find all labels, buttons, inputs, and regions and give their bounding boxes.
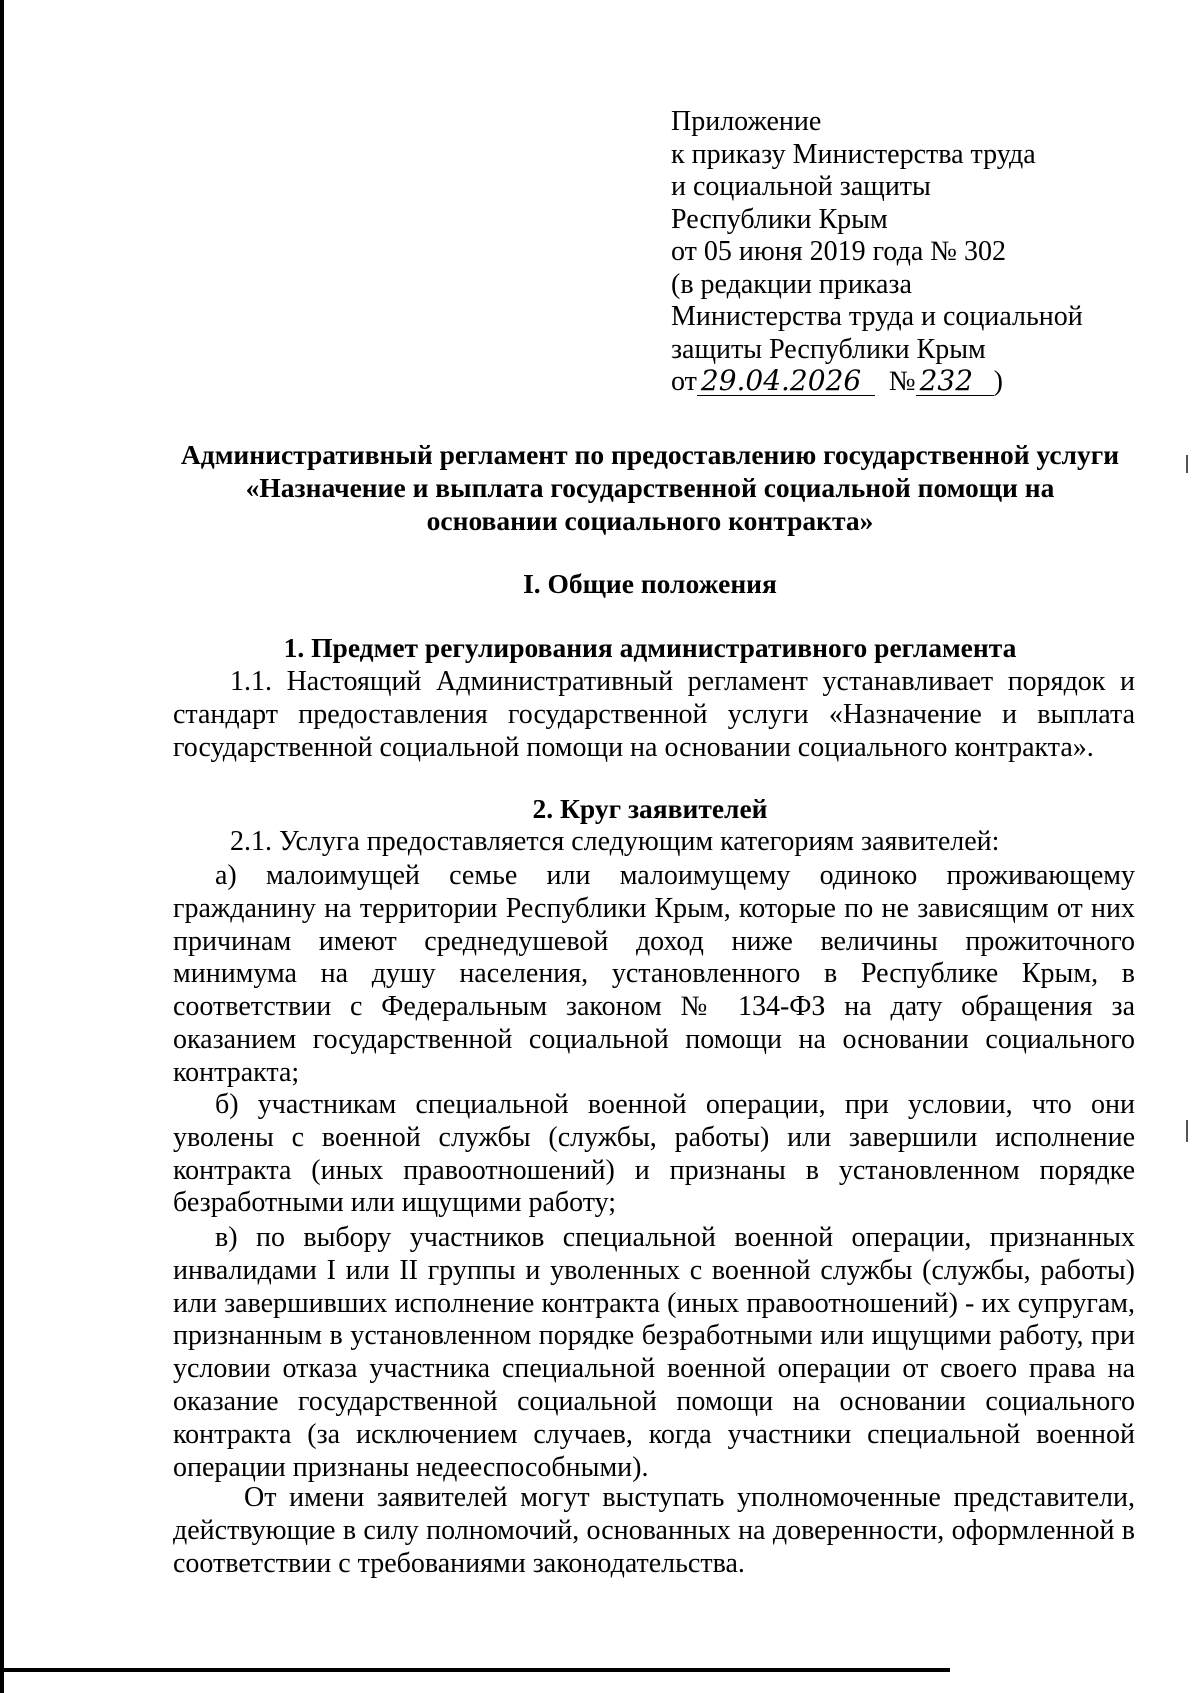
scan-mark bbox=[1186, 455, 1188, 473]
subsection-heading: 2. Круг заявителей bbox=[532, 793, 768, 824]
paragraph-representatives: От имени заявителей могут выступать уполномоченные представители, действующие в силу полномочий, основанных на доверенности, оформленной в соответствии с требованиями законодательства. bbox=[173, 1482, 1135, 1579]
title-line: Административный регламент по предоставлению государственной услуги bbox=[180, 439, 1120, 470]
appendix-line: защиты Республики Крым bbox=[671, 333, 986, 365]
order-suffix: ) bbox=[993, 366, 1003, 397]
scan-mark bbox=[1186, 1120, 1188, 1142]
subsection-heading: 1. Предмет регулирования административного регламента bbox=[283, 632, 1017, 663]
list-item-b: б) участникам специальной военной операции, при условии, что они уволены с военной службы (службы, работы) или завершили исполнение контракта (иных правоотношений) и признаны в установленном порядке безработными или ищущими работу; bbox=[173, 1089, 1135, 1219]
appendix-line: (в редакции приказа bbox=[671, 268, 912, 300]
section-heading: I. Общие положения bbox=[523, 568, 777, 599]
order-number-prefix: № bbox=[888, 366, 916, 397]
appendix-line: Приложение bbox=[671, 106, 822, 137]
handwritten-order-number: 232 bbox=[916, 367, 994, 396]
appendix-line: и социальной защиты bbox=[671, 171, 931, 202]
appendix-line: Министерства труда и социальной bbox=[671, 301, 1083, 332]
scan-border-left bbox=[0, 0, 4, 1693]
amendment-order-line bbox=[671, 366, 1083, 399]
paragraph-2-1: 2.1. Услуга предоставляется следующим категориям заявителей: bbox=[230, 826, 1000, 857]
title-line: «Назначение и выплата государственной социальной помощи на bbox=[245, 472, 1055, 503]
order-prefix: от bbox=[671, 366, 697, 397]
document-title bbox=[160, 438, 1140, 537]
scan-border-bottom bbox=[0, 1668, 950, 1672]
handwritten-order-date: 29.04.2026 bbox=[697, 367, 875, 396]
list-item-c: в) по выбору участников специальной военной операции, признанных инвалидами I или II группы и уволенных с военной службы (службы, работы) или завершивших исполнение контракта (иных правоотношений) - их супругам, признанным в установленном порядке безработными или ищущими работу, при условии отказа участника специальной военной операции от своего права на оказание государственной социальной помощи на основании социального контракта (за исключением случаев, когда участники специальной военной операции признаны недееспособными). bbox=[173, 1222, 1135, 1483]
title-line: основании социального контракта» bbox=[426, 505, 874, 536]
appendix-line: к приказу Министерства труда bbox=[671, 138, 1036, 170]
paragraph-1-1: 1.1. Настоящий Административный регламент устанавливает порядок и стандарт предоставления государственной услуги «Назначение и выплата государственной социальной помощи на основании социального контракта». bbox=[173, 666, 1135, 763]
list-item-a: а) малоимущей семье или малоимущему одиноко проживающему гражданину на территории Республики Крым, которые по не зависящим от них причинам имеют среднедушевой доход ниже величины прожиточного минимума на душу населения, установленного в Республике Крым, в соответствии с Федеральным законом № 134-ФЗ на дату обращения за оказанием государственной социальной помощи на основании социального контракта; bbox=[173, 860, 1135, 1088]
appendix-line: от 05 июня 2019 года № 302 bbox=[671, 236, 1007, 267]
appendix-line: Республики Крым bbox=[671, 203, 888, 235]
appendix-block bbox=[671, 106, 1083, 399]
